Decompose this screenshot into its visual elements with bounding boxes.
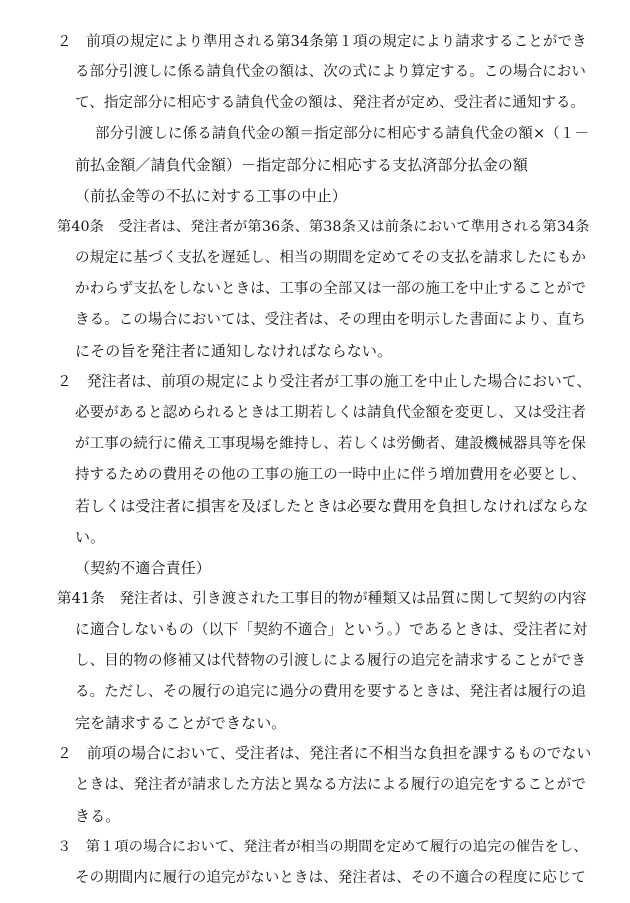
article-41-line-4: る。ただし、その履行の追完に過分の費用を要するときは、発注者は履行の追 bbox=[75, 684, 586, 700]
heading-article-41: （契約不適合責任） bbox=[75, 559, 211, 577]
article-41-para-2-line-1: ２ 前項の場合において、受注者は、発注者に不相当な負担を課するものでない bbox=[57, 745, 592, 762]
article-40-line-2: の規定に基づく支払を遅延し、相当の期間を定めてその支払を請求したにもか bbox=[75, 250, 586, 266]
formula-line-1: 部分引渡しに係る請負代金の額＝指定部分に相応する請負代金の額×（１－ bbox=[95, 126, 590, 142]
article-40-para-2-line-1: ２ 発注者は、前項の規定により受注者が工事の施工を中止した場合において、 bbox=[57, 373, 592, 390]
article-40-line-5: にその旨を発注者に通知しなければならない。 bbox=[75, 342, 393, 360]
article-40-line-3: かわらず支払をしないときは、工事の全部又は一部の施工を中止することがで bbox=[75, 281, 586, 297]
article-41-line-3: し、目的物の修補又は代替物の引渡しによる履行の追完を請求することができ bbox=[75, 653, 586, 669]
article-40-para-2-line-5: 若しくは受注者に損害を及ぼしたときは必要な費用を負担しなければならな bbox=[75, 497, 589, 515]
article-41-para-3-line-1: ３ 第１項の場合において、発注者が相当の期間を定めて履行の追完の催告をし、 bbox=[57, 839, 588, 855]
article-40-line-1: 第40条 受注者は、発注者が第36条、第38条又は前条において準用される第34条 bbox=[57, 219, 590, 235]
article-41-para-2-line-2: ときは、発注者が請求した方法と異なる方法による履行の追完をすることがで bbox=[75, 777, 586, 793]
formula-line-2: 前払金額／請負代金額）－指定部分に相応する支払済部分払金の額 bbox=[75, 156, 529, 174]
article-41-line-1: 第41条 発注者は、引き渡された工事目的物が種類又は品質に関して契約の内容 bbox=[57, 591, 587, 607]
para-2-line-3: て、指定部分に相応する請負代金の額は、発注者が定め、受注者に通知する。 bbox=[75, 95, 586, 111]
article-41-line-5: 完を請求することができない。 bbox=[75, 714, 287, 732]
para-2-line-1: ２ 前項の規定により準用される第34条第１項の規定により請求することができ bbox=[57, 34, 587, 50]
article-41-line-2: に適合しないもの（以下「契約不適合」という。）であるときは、受注者に対 bbox=[75, 621, 588, 638]
article-41-para-3-line-2: その期間内に履行の追完がないときは、発注者は、その不適合の程度に応じて bbox=[75, 870, 586, 886]
article-40-line-4: きる。この場合においては、受注者は、その理由を明示した書面により、直ち bbox=[75, 312, 586, 328]
article-40-para-2-line-4: 持するための費用その他の工事の施工の一時中止に伴う増加費用を必要とし、 bbox=[75, 467, 586, 483]
article-40-para-2-line-6: い。 bbox=[75, 528, 106, 546]
para-2-line-2: る部分引渡しに係る請負代金の額は、次の式により算定する。この場合におい bbox=[75, 64, 586, 80]
article-40-para-2-line-3: が工事の続行に備え工事現場を維持し、若しくは労働者、建設機械器具等を保 bbox=[75, 436, 586, 452]
heading-article-40: （前払金等の不払に対する工事の中止） bbox=[75, 187, 347, 205]
article-41-para-2-line-3: きる。 bbox=[75, 807, 121, 825]
article-40-para-2-line-2: 必要があると認められるときは工期若しくは請負代金額を変更し、又は受注者 bbox=[75, 405, 586, 421]
